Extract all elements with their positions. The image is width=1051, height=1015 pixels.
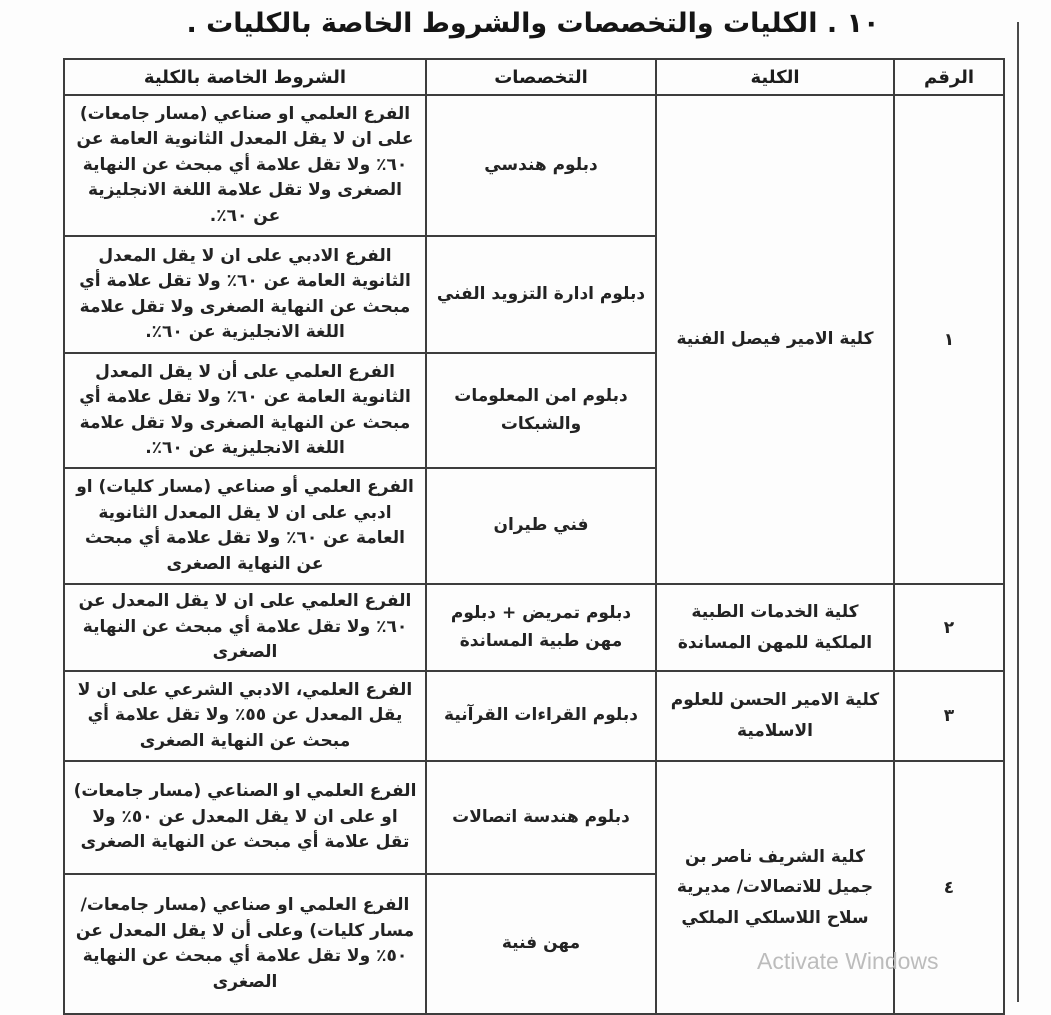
college-conditions: الفرع العلمي، الادبي الشرعي على ان لا يقل المعدل عن ٥٥٪ ولا تقل علامة أي مبحث عن النهاية الصغرى bbox=[64, 671, 426, 761]
table-row bbox=[64, 671, 1004, 761]
header-conditions: الشروط الخاصة بالكلية bbox=[64, 59, 426, 95]
major-name: فني طيران bbox=[426, 468, 656, 584]
header-college: الكلية bbox=[656, 59, 894, 95]
row-number: ٢ bbox=[894, 584, 1004, 671]
major-name: دبلوم هندسة اتصالات bbox=[426, 761, 656, 874]
college-name: كلية الامير فيصل الفنية bbox=[656, 95, 894, 584]
table-row bbox=[64, 584, 1004, 671]
activate-windows-watermark: Activate Windows bbox=[757, 948, 939, 974]
row-number: ٤ bbox=[894, 761, 1004, 1014]
major-name: دبلوم تمريض + دبلوم مهن طبية المساندة bbox=[426, 584, 656, 671]
table-header-row bbox=[64, 59, 1004, 95]
college-conditions: الفرع العلمي او الصناعي (مسار جامعات) او على ان لا يقل المعدل عن ٥٠٪ ولا تقل علامة أي مبحث عن النهاية الصغرى bbox=[64, 761, 426, 874]
header-number: الرقم bbox=[894, 59, 1004, 95]
major-name: دبلوم هندسي bbox=[426, 95, 656, 236]
college-conditions: الفرع العلمي او صناعي (مسار جامعات) على ان لا يقل المعدل الثانوية العامة عن ٦٠٪ ولا تقل علامة أي مبحث عن النهاية الصغرى ولا تقل علامة اللغة الانجليزية عن ٦٠٪. bbox=[64, 95, 426, 236]
college-name: كلية الامير الحسن للعلوم الاسلامية bbox=[656, 671, 894, 761]
major-name: دبلوم ادارة التزويد الفني bbox=[426, 236, 656, 353]
major-name: دبلوم القراءات القرآنية bbox=[426, 671, 656, 761]
header-majors: التخصصات bbox=[426, 59, 656, 95]
row-number: ٣ bbox=[894, 671, 1004, 761]
college-conditions: الفرع العلمي على ان لا يقل المعدل عن ٦٠٪ ولا تقل علامة أي مبحث عن النهاية الصغرى bbox=[64, 584, 426, 671]
major-name: مهن فنية bbox=[426, 874, 656, 1014]
page-title: ١٠ . الكليات والتخصصات والشروط الخاصة بالكليات . bbox=[186, 8, 880, 39]
colleges-conditions-table bbox=[63, 58, 1005, 1015]
table-row bbox=[64, 95, 1004, 236]
college-conditions: الفرع العلمي أو صناعي (مسار كليات) او ادبي على ان لا يقل المعدل الثانوية العامة عن ٦٠٪ ولا تقل علامة أي مبحث عن النهاية الصغرى bbox=[64, 468, 426, 584]
table-row bbox=[64, 761, 1004, 874]
college-name: كلية الشريف ناصر بن جميل للاتصالات/ مديرية سلاح اللاسلكي الملكي bbox=[656, 761, 894, 1014]
college-name: كلية الخدمات الطبية الملكية للمهن المساندة bbox=[656, 584, 894, 671]
row-number: ١ bbox=[894, 95, 1004, 584]
college-conditions: الفرع العلمي او صناعي (مسار جامعات/ مسار كليات) وعلى أن لا يقل المعدل عن ٥٠٪ ولا تقل علامة أي مبحث عن النهاية الصغرى bbox=[64, 874, 426, 1014]
college-conditions: الفرع العلمي على أن لا يقل المعدل الثانوية العامة عن ٦٠٪ ولا تقل علامة أي مبحث عن النهاية الصغرى ولا تقل علامة اللغة الانجليزية عن ٦٠٪. bbox=[64, 353, 426, 468]
major-name: دبلوم امن المعلومات والشبكات bbox=[426, 353, 656, 468]
page-edge-line bbox=[1017, 22, 1019, 1002]
college-conditions: الفرع الادبي على ان لا يقل المعدل الثانوية العامة عن ٦٠٪ ولا تقل علامة أي مبحث عن النهاية الصغرى ولا تقل علامة اللغة الانجليزية عن ٦٠٪. bbox=[64, 236, 426, 353]
